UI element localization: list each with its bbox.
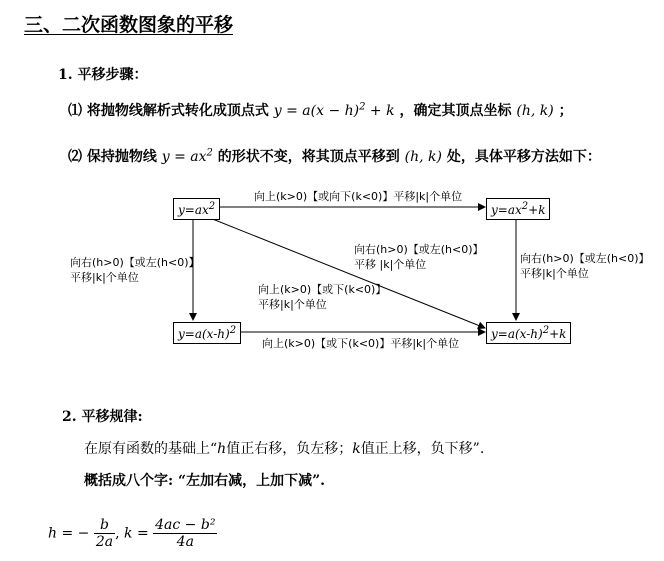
k-fraction: $\frac{\text{4ac − b²}}{4a}$ [155,517,216,550]
vertex-coordinate: (h, k) [516,103,554,119]
label-bottom-arrow: 向上(k>0)【或下(k<0)】平移|k|个单位 [262,337,460,350]
h-lhs: h = − [48,525,90,542]
vertex-form-formula: $y = a(x - h)^2 + k$ [273,101,395,119]
target-vertex-coordinate: (h, k) [404,149,442,165]
step-2-mid-text: 的形状不变，将其顶点平移到 [217,149,400,165]
box-vertical-shift: $y=ax^2+k$ [486,198,550,220]
step-1-end: ； [558,103,573,119]
vertex-formula: h = − $\frac{b}{2a}$ , k = $\frac{\text{4ac − b²}}{4a}$ [48,517,216,550]
box-horizontal-shift: $y=a(x-h)^2$ [173,322,241,344]
step-1-mid-text: ，确定其顶点坐标 [399,103,512,119]
rule-summary: 概括成八个字: “左加右减，上加下减”. [84,473,326,489]
page-title: 三、二次函数图象的平移 [24,14,234,36]
step-1-text: 将抛物线解析式转化成顶点式 [86,103,269,119]
label-diagonal-arrow: 向右(h>0)【或左(h<0)】 平移 |k|个单位 [354,243,484,271]
step-2-number: ⑵ [68,149,82,165]
base-parabola-formula: $y = ax^2$ [161,147,213,165]
box-base-parabola: $y=ax^2$ [173,198,220,220]
step-1-number: ⑴ [68,103,82,119]
section-1-heading: 1. 平移步骤： [58,67,148,83]
k-lhs: k = [124,525,154,542]
label-center: 向上(k>0)【或下(k<0)】 平移|k|个单位 [258,283,387,311]
label-right-arrow: 向右(h>0)【或左(h<0)】 平移|k|个单位 [520,252,650,280]
label-left-arrow: 向右(h>0)【或左(h<0)】 平移|k|个单位 [70,256,200,284]
step-2-text: 保持抛物线 [86,149,157,165]
label-top-arrow: 向上(k>0)【或向下(k<0)】平移|k|个单位 [254,190,463,203]
translation-rule: 在原有函数的基础上“h值正右移，负左移；k值正上移，负下移”. [84,441,485,457]
h-fraction: $\frac{b}{2a}$ [95,517,114,550]
box-vertex-form: $y=a(x-h)^2+k$ [486,322,571,344]
step-2-end: 处，具体平移方法如下： [446,149,601,165]
section-2-heading: 2. 平移规律: [62,409,143,425]
